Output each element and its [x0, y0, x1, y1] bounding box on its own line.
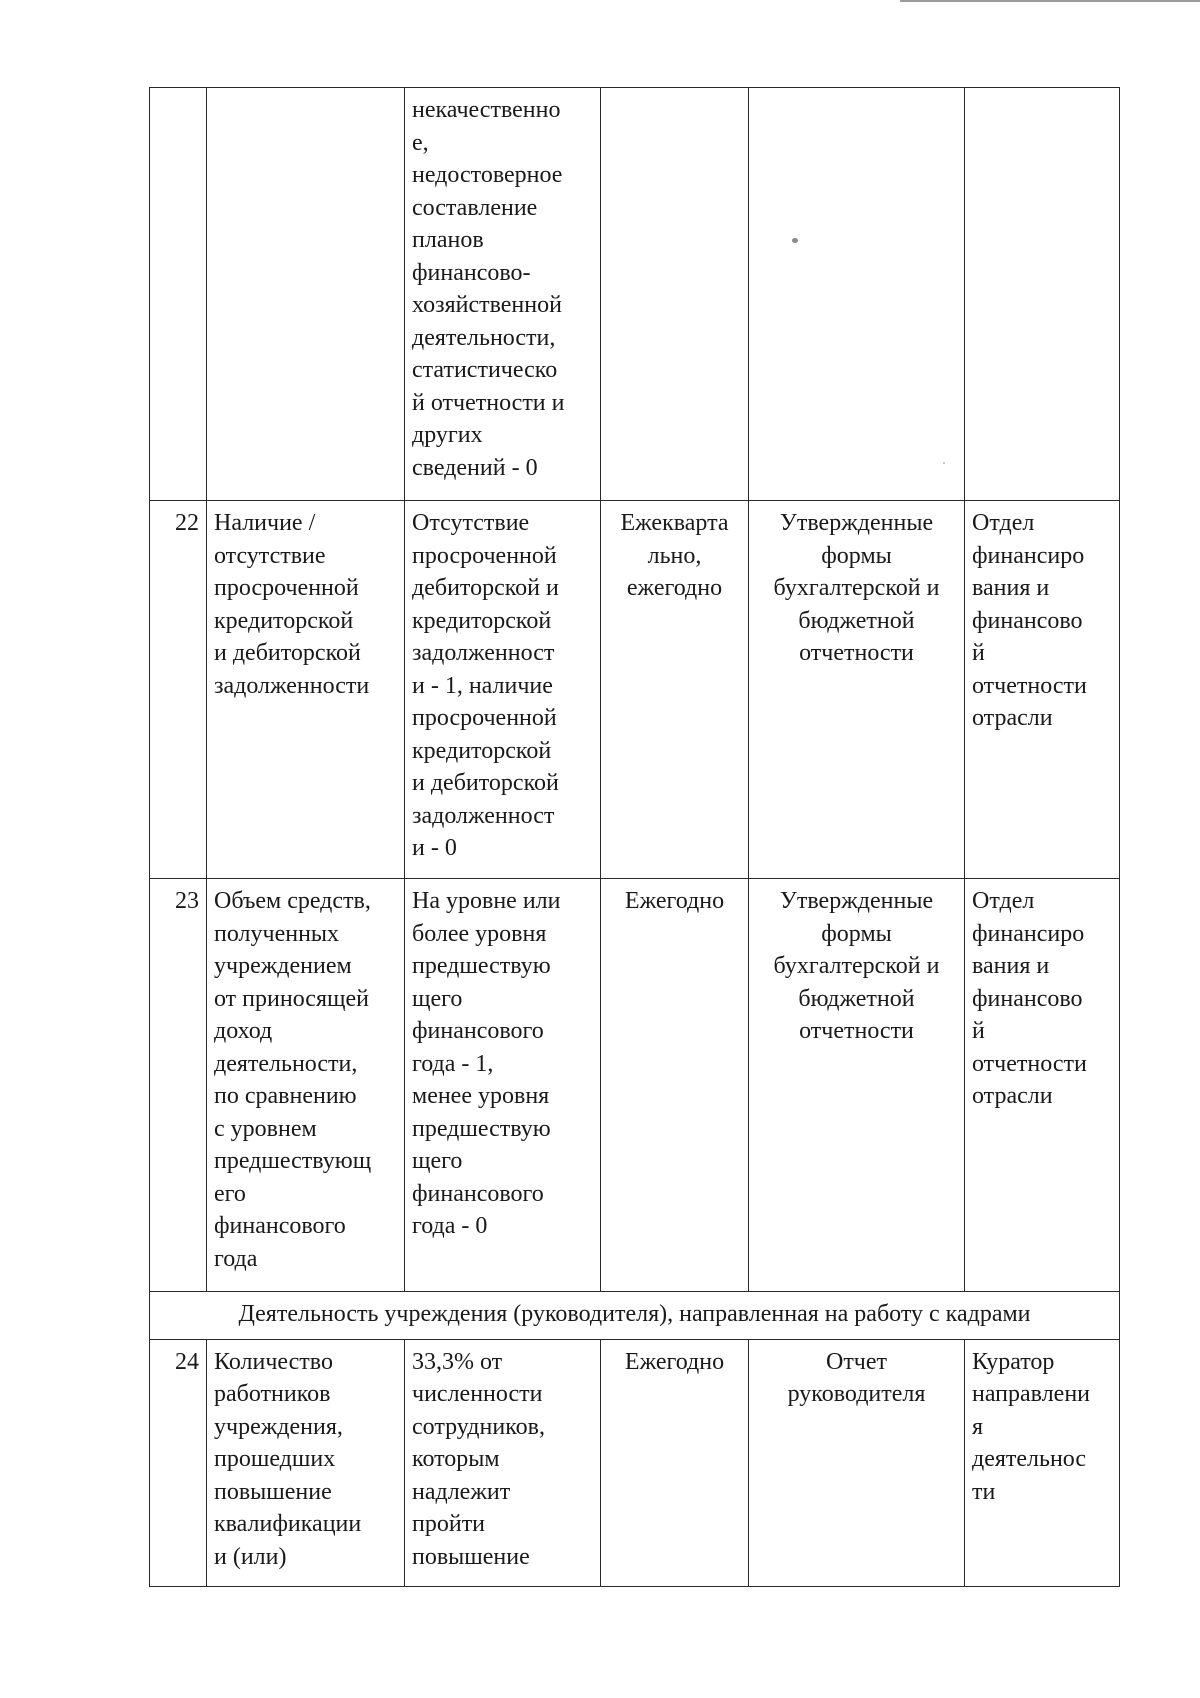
indicator-name-cell: [207, 88, 405, 501]
table-row: [150, 879, 1120, 1292]
source-cell: Утвержденные формы бухгалтерской и бюджетной отчетности: [749, 879, 965, 1292]
indicator-name-cell: Количество работников учреждения, прошедших повышение квалификации и (или): [207, 1339, 405, 1586]
table-row: [150, 1339, 1120, 1586]
table-row: [150, 501, 1120, 879]
table-row: [150, 88, 1120, 501]
section-heading: Деятельность учреждения (руководителя), направленная на работу с кадрами: [150, 1292, 1120, 1340]
source-cell: Отчет руководителя: [749, 1339, 965, 1586]
periodicity-cell: Ежегодно: [601, 879, 749, 1292]
indicator-name-cell: Наличие / отсутствие просроченной кредиторской и дебиторской задолженности: [207, 501, 405, 879]
responsible-cell: Отдел финансиро вания и финансово й отчетности отрасли: [965, 879, 1120, 1292]
scan-edge-line: [900, 0, 1200, 2]
row-number-cell: 23: [150, 879, 207, 1292]
criteria-cell: На уровне или более уровня предшествую щего финансового года - 1, менее уровня предшествую щего финансового года - 0: [405, 879, 601, 1292]
responsible-cell: Куратор направлени я деятельнос ти: [965, 1339, 1120, 1586]
row-number-cell: 24: [150, 1339, 207, 1586]
criteria-table: [149, 87, 1120, 1587]
periodicity-cell: Ежекварта льно, ежегодно: [601, 501, 749, 879]
source-cell: [749, 88, 965, 501]
section-row: [150, 1292, 1120, 1340]
responsible-cell: Отдел финансиро вания и финансово й отчетности отрасли: [965, 501, 1120, 879]
criteria-cell: 33,3% от численности сотрудников, которым надлежит пройти повышение: [405, 1339, 601, 1586]
indicator-name-cell: Объем средств, полученных учреждением от приносящей доход деятельности, по сравнению с уровнем предшествующ его финансового года: [207, 879, 405, 1292]
responsible-cell: [965, 88, 1120, 501]
row-number-cell: 22: [150, 501, 207, 879]
periodicity-cell: Ежегодно: [601, 1339, 749, 1586]
row-number-cell: [150, 88, 207, 501]
criteria-cell: некачественно е, недостоверное составление планов финансово- хозяйственной деятельности, статистическо й отчетности и других сведений - 0: [405, 88, 601, 501]
source-cell: Утвержденные формы бухгалтерской и бюджетной отчетности: [749, 501, 965, 879]
periodicity-cell: [601, 88, 749, 501]
criteria-cell: Отсутствие просроченной дебиторской и кредиторской задолженност и - 1, наличие просроченной кредиторской и дебиторской задолженност и - 0: [405, 501, 601, 879]
